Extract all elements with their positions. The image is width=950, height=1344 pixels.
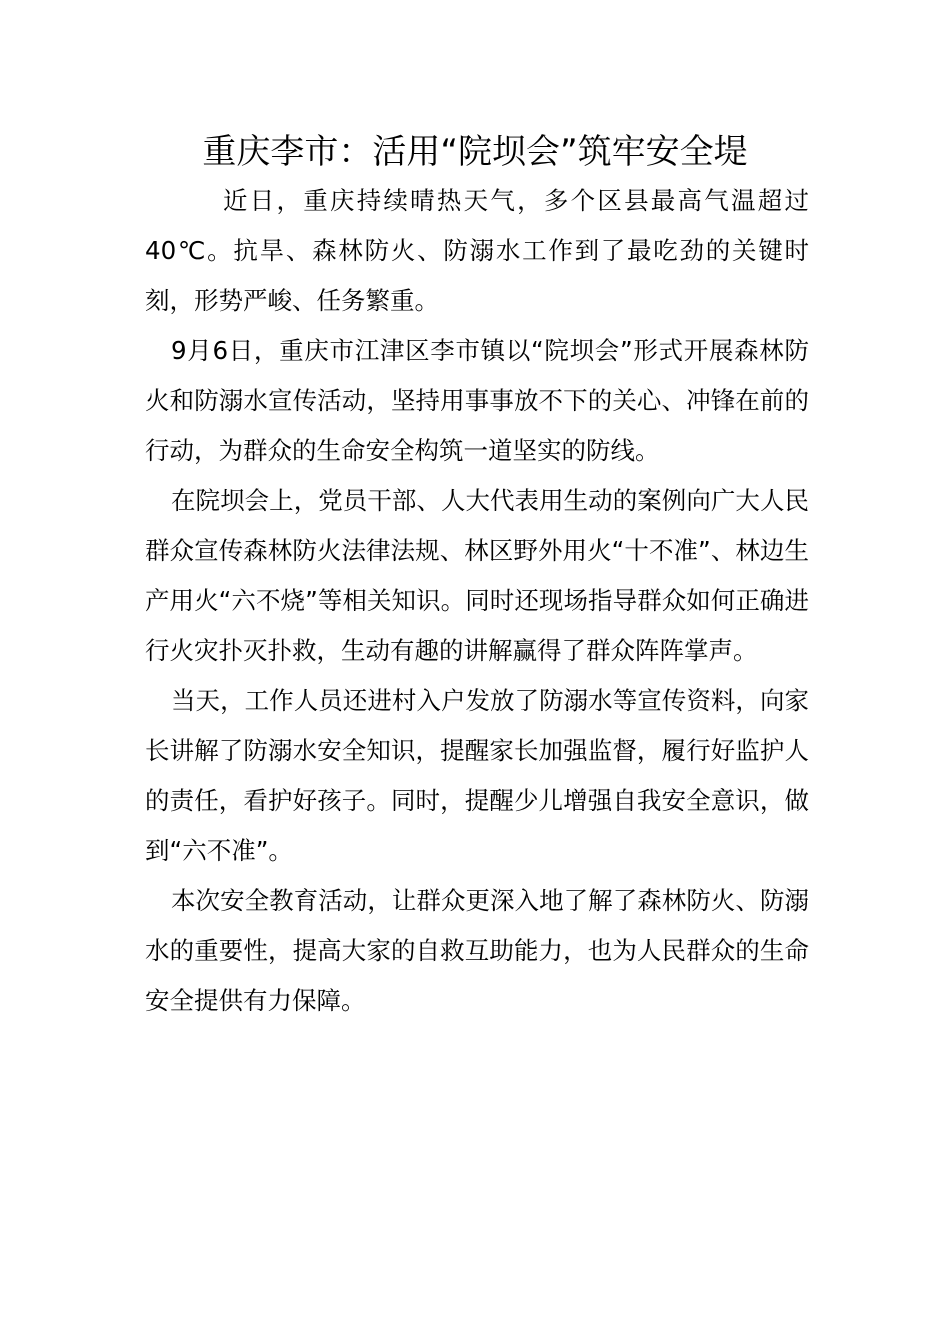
- paragraph-4: 当天，工作人员还进村入户发放了防溺水等宣传资料，向家长讲解了防溺水安全知识，提醒家长加强监督，履行好监护人的责任，看护好孩子。同时，提醒少儿增强自我安全意识，做到“六不准”。: [145, 686, 809, 865]
- document-body: [145, 176, 809, 1026]
- paragraph-3: 在院坝会上，党员干部、人大代表用生动的案例向广大人民群众宣传森林防火法律法规、林区野外用火“十不准”、林边生产用火“六不烧”等相关知识。同时还现场指导群众如何正确进行火灾扑灭扑救，生动有趣的讲解赢得了群众阵阵掌声。: [145, 486, 809, 665]
- paragraph-1: 近日，重庆持续晴热天气，多个区县最高气温超过40℃。抗旱、森林防火、防溺水工作到了最吃劲的关键时刻，形势严峻、任务繁重。: [145, 186, 809, 315]
- paragraph-5: 本次安全教育活动，让群众更深入地了解了森林防火、防溺水的重要性，提高大家的自救互助能力，也为人民群众的生命安全提供有力保障。: [145, 886, 809, 1015]
- paragraph-2: 9月6日，重庆市江津区李市镇以“院坝会”形式开展森林防火和防溺水宣传活动，坚持用事事放不下的关心、冲锋在前的行动，为群众的生命安全构筑一道坚实的防线。: [145, 336, 809, 465]
- document-title: 重庆李市：活用“院坝会”筑牢安全堤: [202, 132, 748, 172]
